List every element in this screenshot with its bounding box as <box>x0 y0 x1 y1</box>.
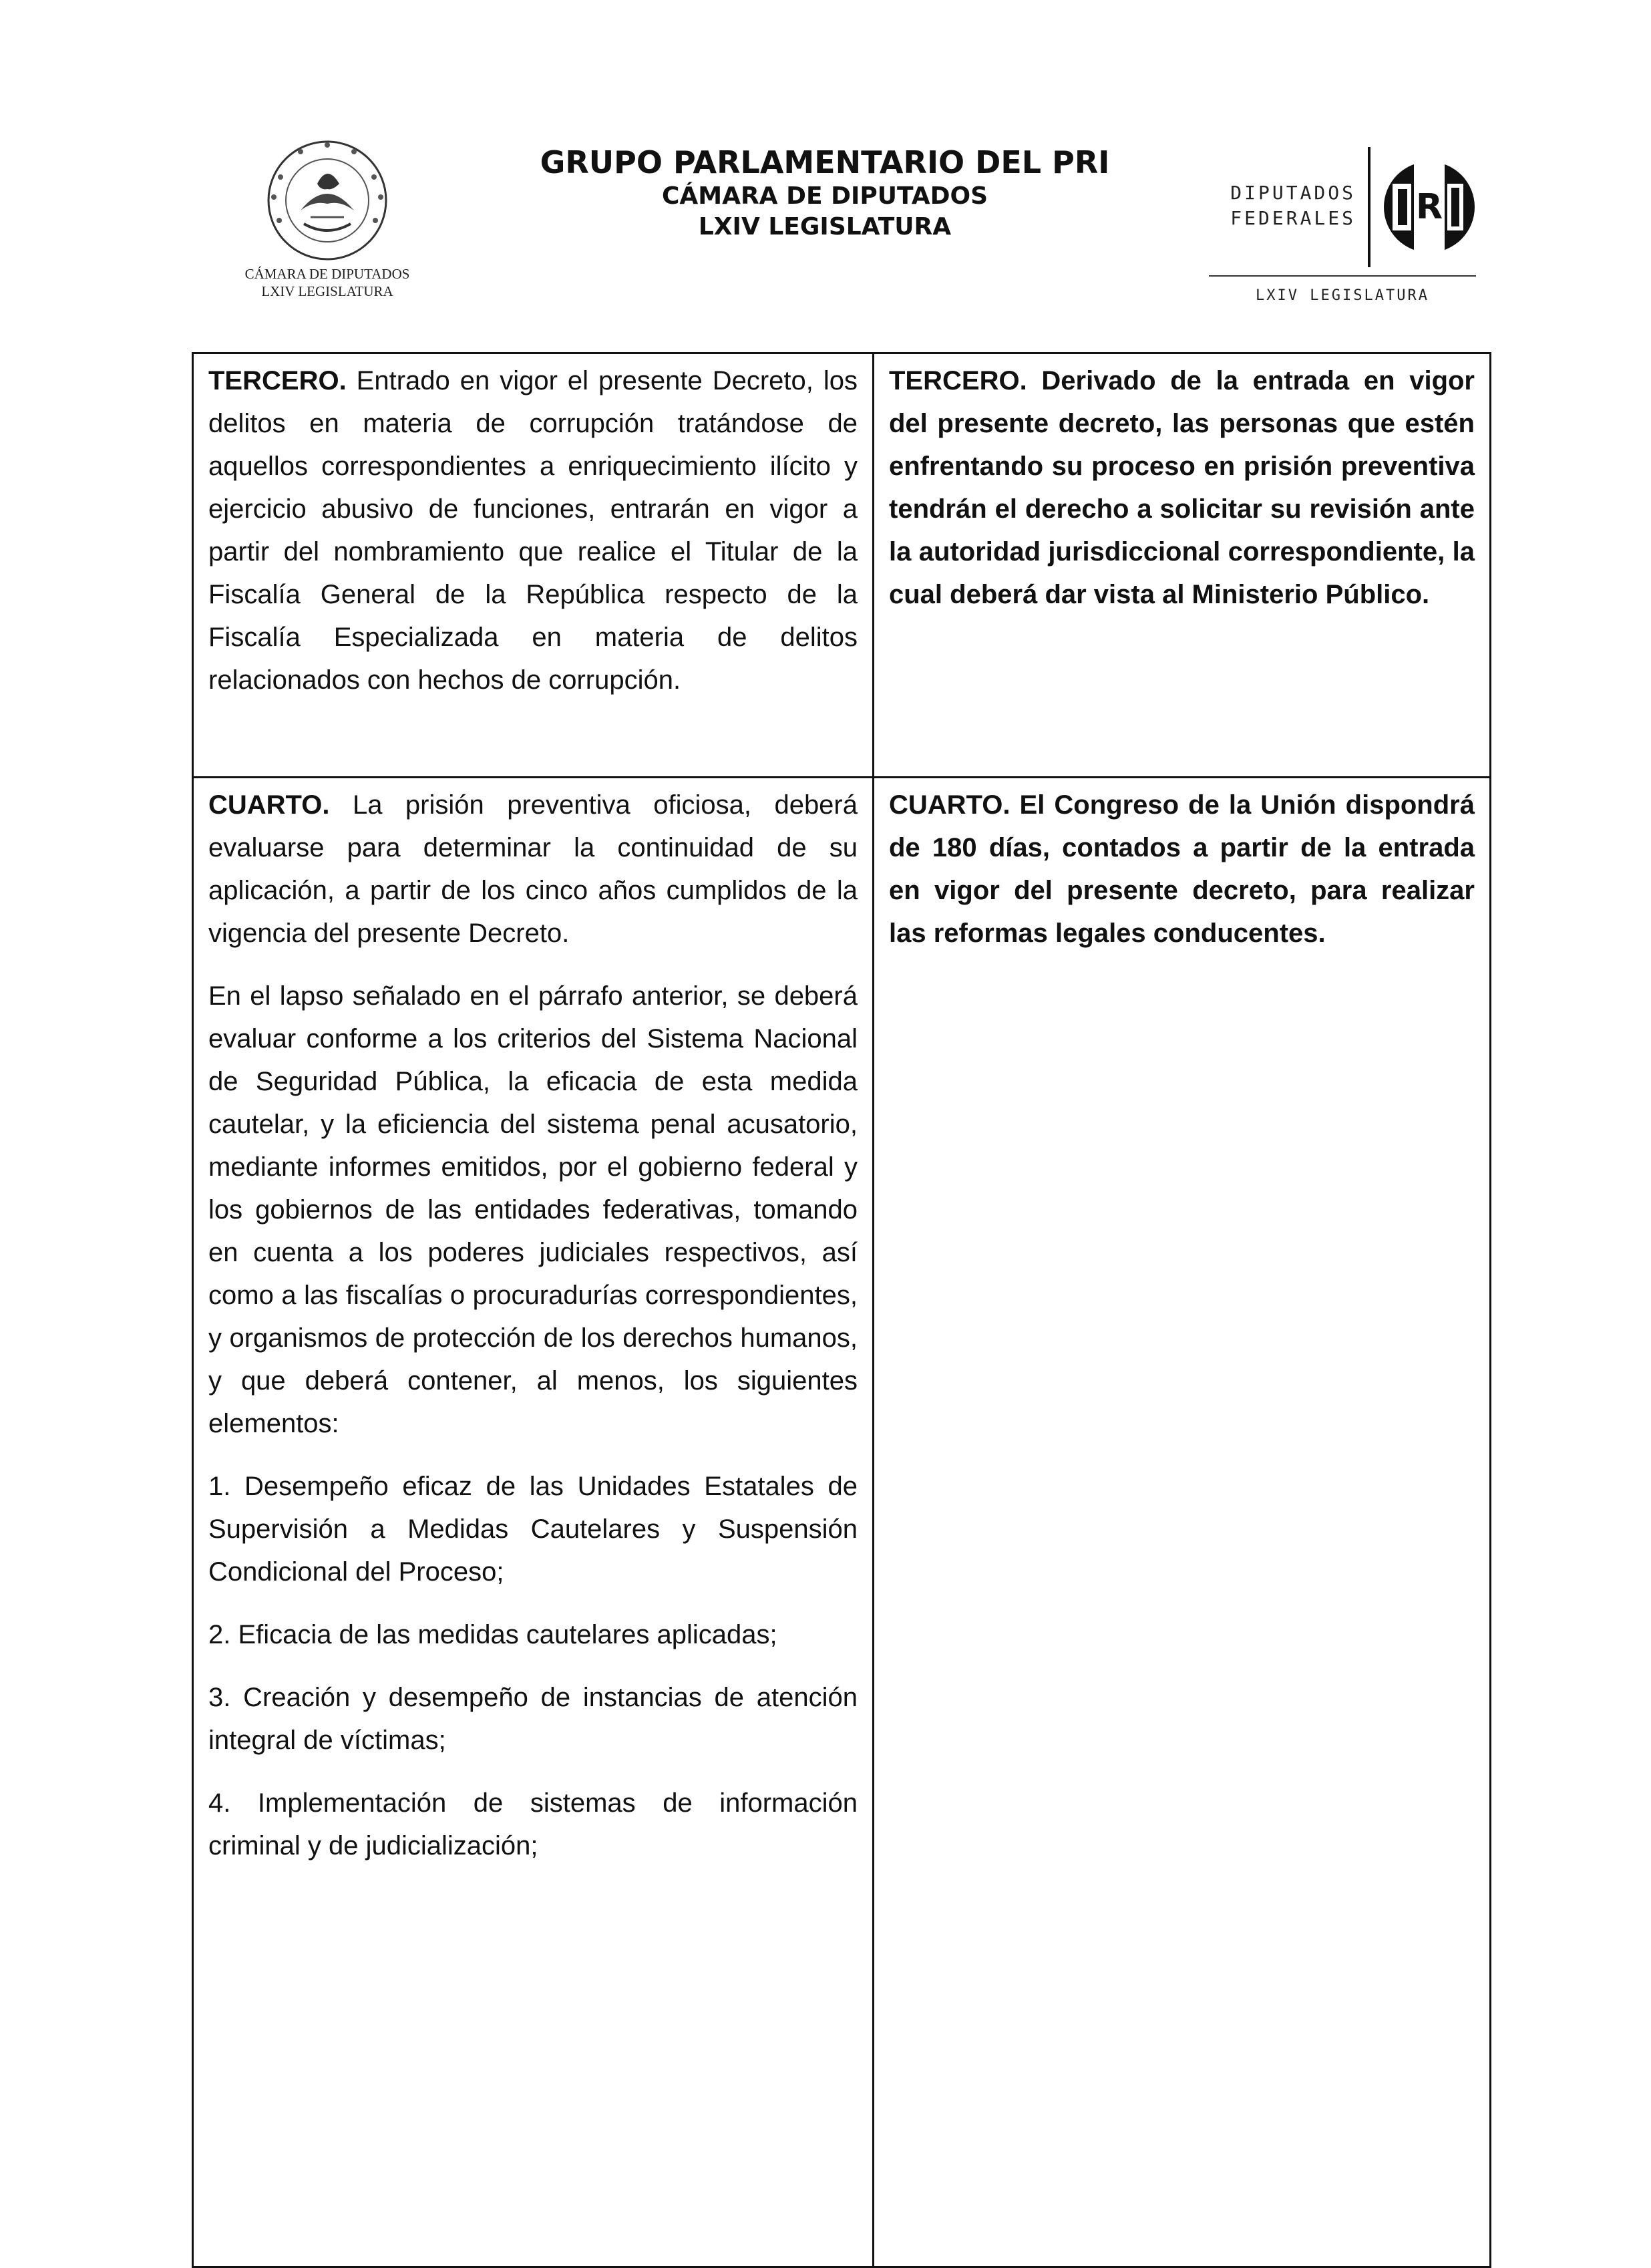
table-cell-right <box>874 778 1491 2267</box>
list-item: 3. Creación y desempeño de instancias de atención integral de víctimas; <box>208 1683 858 1755</box>
document-header <box>441 144 1209 242</box>
pri-logo-block <box>1196 140 1489 321</box>
paragraph <box>208 359 858 701</box>
pri-caption-line2: FEDERALES <box>1230 207 1356 229</box>
mexican-coat-of-arms-icon <box>254 137 401 264</box>
table-row <box>193 778 1491 2267</box>
list-item: 4. Implementación de sistemas de información criminal y de judicialización; <box>208 1788 858 1860</box>
article-text: Derivado de la entrada en vigor del presente decreto, las personas que estén enfrentando su proceso en prisión preventiva tendrán el derecho a solicitar su revisión ante la autoridad jurisdiccional correspondiente, la cual deberá dar vista al Ministerio Público. <box>889 366 1475 609</box>
pri-legislatura: LXIV LEGISLATURA <box>1256 287 1429 304</box>
header-title: GRUPO PARLAMENTARIO DEL PRI <box>540 144 1110 180</box>
pri-underline <box>1209 275 1476 277</box>
pri-caption-line1: DIPUTADOS <box>1230 182 1356 204</box>
paragraph: En el lapso señalado en el párrafo anterior, se deberá evaluar conforme a los criterios del Sistema Nacional de Seguridad Pública, la eficacia de esta medida cautelar, y la eficiencia del sistema penal acusatorio, mediante informes emitidos, por el gobierno federal y los gobiernos de las entidades federativas, tomando en cuenta a los poderes judiciales respectivos, así como a las fiscalías o procuradurías correspondientes, y organismos de protección de los derechos humanos, y que deberá contener, al menos, los siguientes elementos: <box>208 981 858 1438</box>
article-heading: TERCERO. <box>889 366 1027 395</box>
article-text: Entrado en vigor el presente Decreto, los delitos en materia de corrupción tratándose de aquellos correspondientes a enriquecimiento ilícito y ejercicio abusivo de funciones, entrarán en vigor a partir del nombramiento que realice el Titular de la Fiscalía General de la República respecto de la Fiscalía Especializada en materia de delitos relacionados con hechos de corrupción. <box>208 366 858 695</box>
article-heading: TERCERO. <box>208 366 347 395</box>
table-cell-left <box>193 778 874 2267</box>
list-item: 1. Desempeño eficaz de las Unidades Estatales de Supervisión a Medidas Cautelares y Suspensión Condicional del Proceso; <box>208 1472 858 1587</box>
svg-text:R: R <box>1415 187 1443 227</box>
header-subtitle-legislature: LXIV LEGISLATURA <box>698 213 952 240</box>
pri-divider <box>1368 147 1370 267</box>
comparison-table <box>192 352 1491 2268</box>
article-text: La prisión preventiva oficiosa, deberá evaluarse para determinar la continuidad de su aplicación, a partir de los cinco años cumplidos de la vigencia del presente Decreto. <box>208 790 858 948</box>
table-cell-right <box>874 353 1491 778</box>
seal-caption-line1: CÁMARA DE DIPUTADOS <box>244 266 410 282</box>
article-heading: CUARTO. <box>208 790 330 820</box>
paragraph <box>889 784 1475 955</box>
table-row <box>193 353 1491 778</box>
pri-party-logo-icon <box>1379 157 1479 257</box>
paragraph <box>208 784 858 955</box>
article-heading: CUARTO. <box>889 790 1011 820</box>
paragraph <box>889 359 1475 616</box>
article-text: El Congreso de la Unión dispondrá de 180 días, contados a partir de la entrada en vigor del presente decreto, para realizar las reformas legales conducentes. <box>889 790 1475 948</box>
table-cell-left <box>193 353 874 778</box>
seal-caption-line2: LXIV LEGISLATURA <box>261 283 393 299</box>
list-item: 2. Eficacia de las medidas cautelares aplicadas; <box>208 1620 777 1649</box>
header-subtitle-chamber: CÁMARA DE DIPUTADOS <box>661 182 988 210</box>
camara-seal <box>227 137 427 311</box>
pri-caption <box>1222 180 1356 231</box>
